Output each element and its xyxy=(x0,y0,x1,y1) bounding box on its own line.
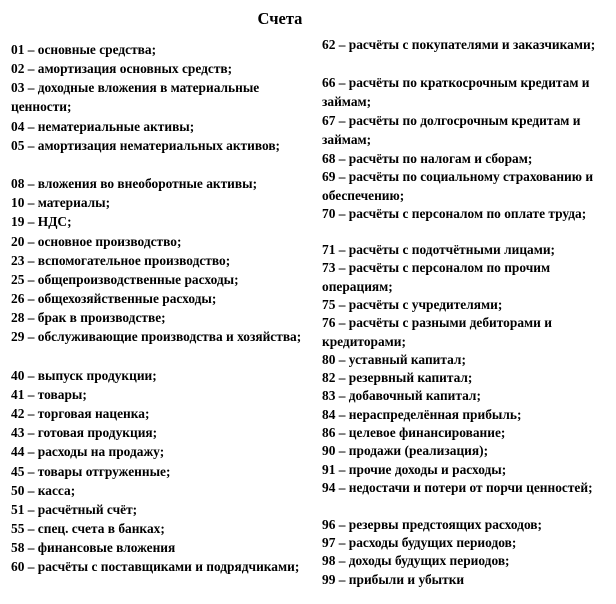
account-item-23: 23 – вспомогательное производство; xyxy=(11,253,231,268)
account-item-26: 26 – общехозяйственные расходы; xyxy=(11,291,217,306)
account-item-41: 41 – товары; xyxy=(11,387,87,402)
account-item-44: 44 – расходы на продажу; xyxy=(11,444,165,459)
account-item-03: 03 – доходные вложения в материальные ценности; xyxy=(11,80,260,115)
account-item-86: 86 – целевое финансирование; xyxy=(322,425,506,440)
account-item-66: 66 – расчёты по краткосрочным кредитам и займам; xyxy=(322,75,590,110)
account-item-20: 20 – основное производство; xyxy=(11,234,182,249)
account-item-98: 98 – доходы будущих периодов; xyxy=(322,553,510,568)
account-item-91: 91 – прочие доходы и расходы; xyxy=(322,462,507,477)
account-item-97: 97 – расходы будущих периодов; xyxy=(322,535,517,550)
account-item-05: 05 – амортизация нематериальных активов; xyxy=(11,138,281,153)
account-item-70: 70 – расчёты с персоналом по оплате труда; xyxy=(322,206,587,221)
account-item-02: 02 – амортизация основных средств; xyxy=(11,61,233,76)
account-item-45: 45 – товары отгруженные; xyxy=(11,464,171,479)
account-item-28: 28 – брак в производстве; xyxy=(11,310,166,325)
account-item-04: 04 – нематериальные активы; xyxy=(11,119,195,134)
account-item-40: 40 – выпуск продукции; xyxy=(11,368,157,383)
account-item-99: 99 – прибыли и убытки xyxy=(322,572,465,587)
account-item-83: 83 – добавочный капитал; xyxy=(322,388,481,403)
account-item-10: 10 – материалы; xyxy=(11,195,111,210)
account-item-08: 08 – вложения во внеоборотные активы; xyxy=(11,176,258,191)
account-item-42: 42 – торговая наценка; xyxy=(11,406,150,421)
account-item-25: 25 – общепроизводственные расходы; xyxy=(11,272,239,287)
account-item-62: 62 – расчёты с покупателями и заказчиками; xyxy=(322,37,596,52)
account-item-29: 29 – обслуживающие производства и хозяйства; xyxy=(11,329,302,344)
account-item-67: 67 – расчёты по долгосрочным кредитам и займам; xyxy=(322,113,581,148)
account-item-51: 51 – расчётный счёт; xyxy=(11,502,138,517)
account-item-82: 82 – резервный капитал; xyxy=(322,370,473,385)
account-item-96: 96 – резервы предстоящих расходов; xyxy=(322,517,543,532)
account-item-58: 58 – финансовые вложения xyxy=(11,540,176,555)
account-item-75: 75 – расчёты с учредителями; xyxy=(322,297,503,312)
account-item-01: 01 – основные средства; xyxy=(11,42,157,57)
account-item-73: 73 – расчёты с персоналом по прочим операциям; xyxy=(322,260,551,295)
account-item-19: 19 – НДС; xyxy=(11,214,72,229)
account-item-55: 55 – спец. счета в банках; xyxy=(11,521,165,536)
account-item-69: 69 – расчёты по социальному страхованию и обеспечению; xyxy=(322,169,594,204)
page-title: Счета xyxy=(257,9,303,28)
account-item-76: 76 – расчёты с разными дебиторами и кредиторами; xyxy=(322,315,552,350)
account-item-94: 94 – недостачи и потери от порчи ценностей; xyxy=(322,480,593,495)
account-item-84: 84 – нераспределённая прибыль; xyxy=(322,407,522,422)
account-item-43: 43 – готовая продукция; xyxy=(11,425,158,440)
account-item-90: 90 – продажи (реализация); xyxy=(322,443,489,458)
account-item-68: 68 – расчёты по налогам и сборам; xyxy=(322,151,533,166)
account-item-50: 50 – касса; xyxy=(11,483,76,498)
account-item-60: 60 – расчёты с поставщиками и подрядчиками; xyxy=(11,559,300,574)
account-item-71: 71 – расчёты с подотчётными лицами; xyxy=(322,242,556,257)
account-item-80: 80 – уставный капитал; xyxy=(322,352,466,367)
